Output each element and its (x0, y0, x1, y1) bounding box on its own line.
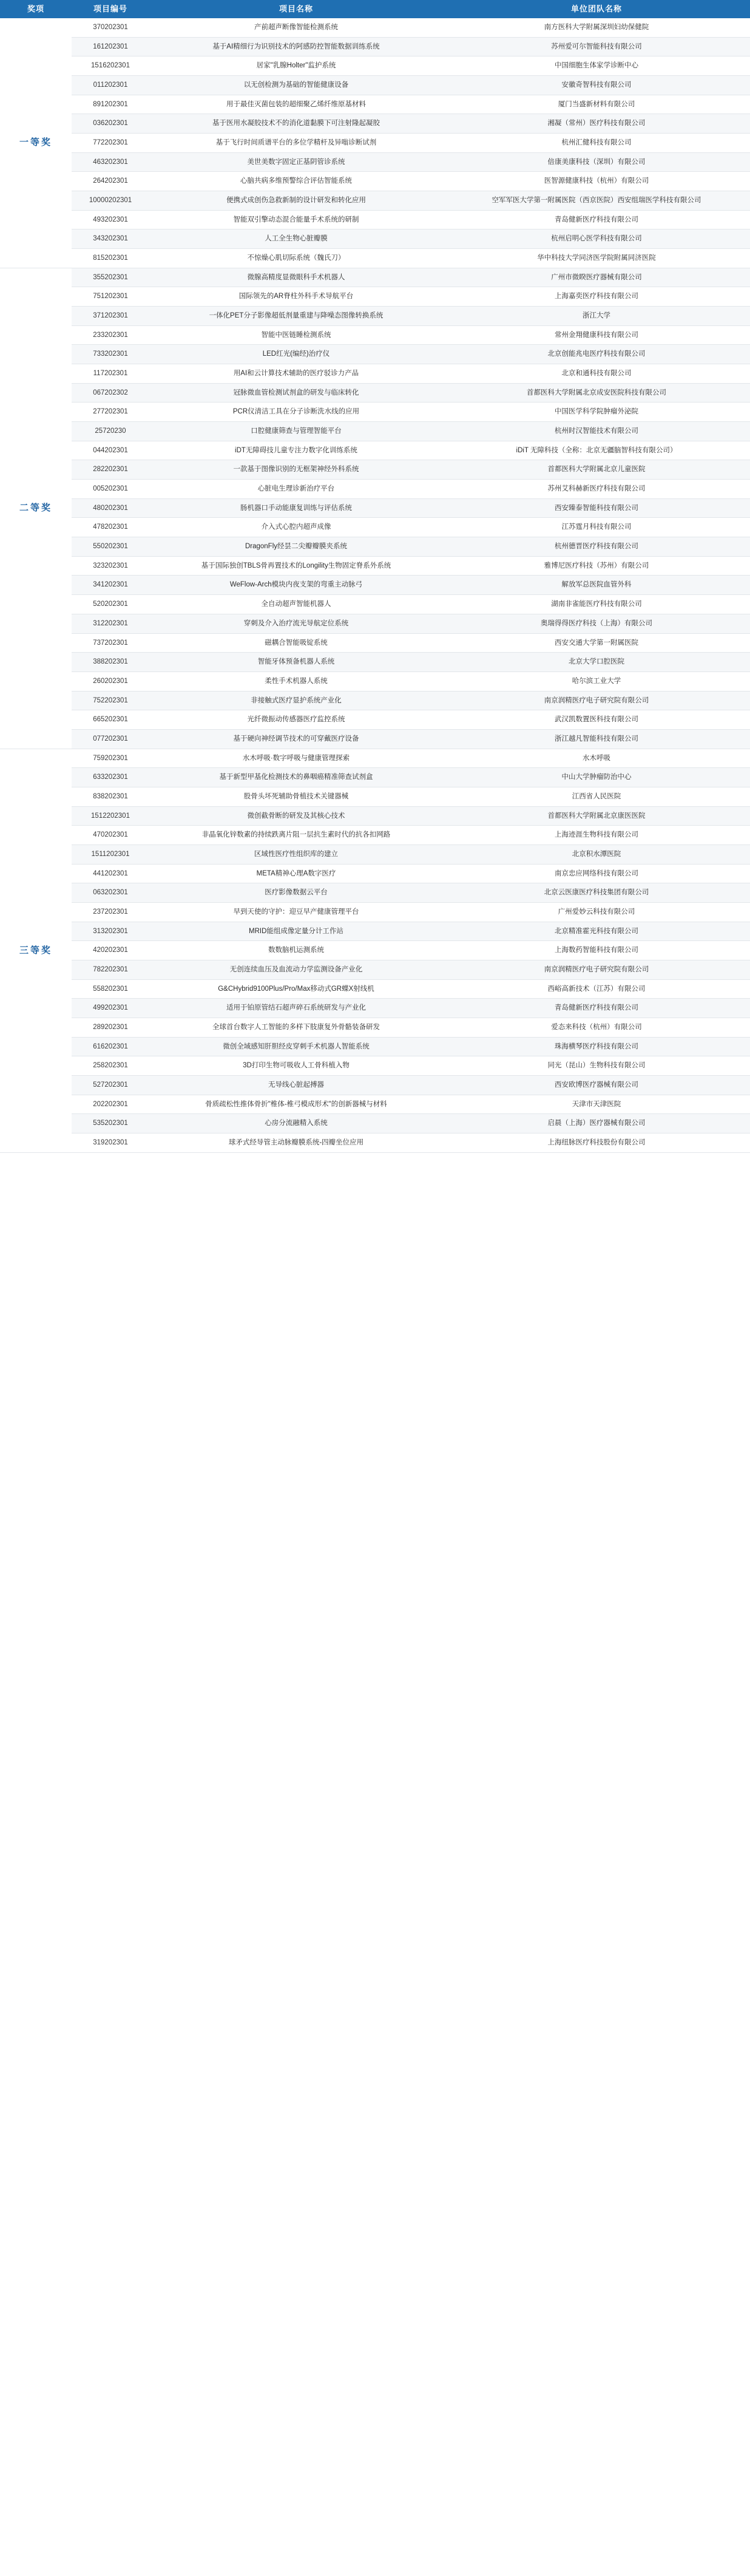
project-name-cell: PCR仪清洁工具在分子诊断洗水线的应用 (149, 403, 443, 422)
project-code-cell: 420202301 (72, 941, 149, 960)
project-code-cell: 665202301 (72, 710, 149, 730)
project-code-cell: 313202301 (72, 922, 149, 941)
organization-cell: 湖南非雀能医疗科技有限公司 (443, 595, 750, 614)
table-row (0, 826, 750, 845)
table-row (0, 749, 750, 768)
project-name-cell: 美世美数字固定正基阴管诊系统 (149, 152, 443, 172)
project-name-cell: 智能牙体预备机器人系统 (149, 653, 443, 672)
organization-cell: 上海迹涯生物科技有限公司 (443, 826, 750, 845)
project-name-cell: 冠脉微血管检测试剂盒的研发与临床转化 (149, 383, 443, 403)
project-code-cell: 258202301 (72, 1056, 149, 1076)
table-row (0, 114, 750, 134)
project-name-cell: 数数脑机运测系统 (149, 941, 443, 960)
organization-cell: 苏州爱可尔智能科技有限公司 (443, 37, 750, 56)
organization-cell: 北京和通科技有限公司 (443, 364, 750, 384)
project-code-cell: 10000202301 (72, 191, 149, 211)
project-code-cell: 616202301 (72, 1037, 149, 1056)
organization-cell: 青岛健新医疗科技有限公司 (443, 999, 750, 1018)
column-header-code: 项目编号 (72, 0, 149, 18)
project-code-cell: 633202301 (72, 768, 149, 787)
organization-cell: 水木呼吸 (443, 749, 750, 768)
project-name-cell: 3D打印生物可吸收人工骨科植入物 (149, 1056, 443, 1076)
organization-cell: 首都医科大学附属北京儿童医院 (443, 460, 750, 480)
table-row (0, 537, 750, 557)
award-list-page (0, 0, 750, 1153)
organization-cell: 青岛健新医疗科技有限公司 (443, 210, 750, 229)
project-code-cell: 759202301 (72, 749, 149, 768)
project-name-cell: 心脏电生理诊新治疗平台 (149, 480, 443, 499)
project-code-cell: 441202301 (72, 864, 149, 883)
table-row (0, 249, 750, 268)
organization-cell: 杭州时汉智能技术有限公司 (443, 422, 750, 441)
project-name-cell: 无创连续血压及血流动力学监测设备产业化 (149, 960, 443, 979)
project-code-cell: 1516202301 (72, 56, 149, 76)
table-row (0, 614, 750, 633)
project-name-cell: 肠机器口手动能康复训练与评估系统 (149, 498, 443, 518)
table-row (0, 229, 750, 249)
project-code-cell: 733202301 (72, 345, 149, 364)
organization-cell: 首都医科大学附属北京康医医院 (443, 806, 750, 826)
project-code-cell: 312202301 (72, 614, 149, 633)
project-name-cell: 基于新型甲基化检测技术的鼻咽癌精准筛查试剂盒 (149, 768, 443, 787)
organization-cell: 爱态来科技（杭州）有限公司 (443, 1018, 750, 1037)
table-row (0, 403, 750, 422)
project-name-cell: 国际领先的AR脊柱外科手术导航平台 (149, 287, 443, 307)
column-header-name: 项目名称 (149, 0, 443, 18)
project-name-cell: 非晶氧化锌数素的持续跌离片阻一层抗生素时代的抗各扣网路 (149, 826, 443, 845)
table-row (0, 383, 750, 403)
project-code-cell: 737202301 (72, 633, 149, 653)
project-code-cell: 067202302 (72, 383, 149, 403)
project-code-cell: 1512202301 (72, 806, 149, 826)
table-row (0, 1095, 750, 1114)
project-name-cell: 非接触式医疗显护系统产业化 (149, 691, 443, 710)
project-name-cell: 心脑共病多维预警综合评估智能系统 (149, 172, 443, 191)
table-row (0, 210, 750, 229)
award-level-cell: 一等奖 (0, 18, 72, 268)
project-code-cell: 493202301 (72, 210, 149, 229)
organization-cell: 江苏霆月科技有限公司 (443, 518, 750, 537)
organization-cell: 北京云医康医疗科技集团有限公司 (443, 883, 750, 903)
table-row (0, 883, 750, 903)
project-name-cell: 智能中医链睡检测系统 (149, 325, 443, 345)
organization-cell: 上海嘉奕医疗科技有限公司 (443, 287, 750, 307)
project-code-cell: 011202301 (72, 76, 149, 95)
organization-cell: 浙江越凡智能科技有限公司 (443, 729, 750, 749)
organization-cell: 武汉凯数置医科技有限公司 (443, 710, 750, 730)
project-name-cell: 产前超声断像智能检测系统 (149, 18, 443, 37)
table-row (0, 922, 750, 941)
table-row (0, 18, 750, 37)
table-header-row (0, 0, 750, 18)
table-row (0, 806, 750, 826)
project-name-cell: LED红光(编经)治疗仪 (149, 345, 443, 364)
table-row (0, 768, 750, 787)
project-code-cell: 1511202301 (72, 845, 149, 864)
organization-cell: 解放军总医院血管外科 (443, 576, 750, 595)
table-row (0, 1018, 750, 1037)
project-name-cell: META精神心理A数字医疗 (149, 864, 443, 883)
table-row (0, 960, 750, 979)
table-row (0, 710, 750, 730)
table-row (0, 518, 750, 537)
project-code-cell: 063202301 (72, 883, 149, 903)
organization-cell: 首都医科大学附属北京成安医院科技有限公司 (443, 383, 750, 403)
organization-cell: 医智源健康科技（杭州）有限公司 (443, 172, 750, 191)
table-row (0, 422, 750, 441)
organization-cell: 江西省人民医院 (443, 787, 750, 806)
table-row (0, 653, 750, 672)
table-row (0, 902, 750, 922)
organization-cell: 安徽奇智科技有限公司 (443, 76, 750, 95)
table-row (0, 95, 750, 114)
project-code-cell: 752202301 (72, 691, 149, 710)
project-code-cell: 237202301 (72, 902, 149, 922)
project-name-cell: 医疗影像数据云平台 (149, 883, 443, 903)
project-code-cell: 233202301 (72, 325, 149, 345)
project-name-cell: 骨质疏松性推体骨折"椎体-椎弓模成形术"的创新器械与材料 (149, 1095, 443, 1114)
project-code-cell: 815202301 (72, 249, 149, 268)
table-row (0, 460, 750, 480)
project-name-cell: 基于飞行时间质谱平台的多位学精杆及异嗡诊断试剂 (149, 134, 443, 153)
project-code-cell: 499202301 (72, 999, 149, 1018)
project-code-cell: 370202301 (72, 18, 149, 37)
organization-cell: 南京润精医疗电子研究院有限公司 (443, 691, 750, 710)
table-row (0, 1037, 750, 1056)
project-name-cell: 一体化PET分子影像超低剂量重建与降噪态图像转换系统 (149, 307, 443, 326)
table-row (0, 325, 750, 345)
project-code-cell: 838202301 (72, 787, 149, 806)
project-name-cell: 智能双引擎动态混合能量手术系统的研制 (149, 210, 443, 229)
project-name-cell: MRID能组成像定量分计工作站 (149, 922, 443, 941)
organization-cell: 同光（昆山）生物科技有限公司 (443, 1056, 750, 1076)
project-code-cell: 535202301 (72, 1114, 149, 1133)
organization-cell: 南京忠应网络科技有限公司 (443, 864, 750, 883)
project-name-cell: 股骨头坏死辅助骨植技术关键器械 (149, 787, 443, 806)
table-row (0, 787, 750, 806)
organization-cell: 中国医学科学院肿瘤外泌院 (443, 403, 750, 422)
organization-cell: 常州金翔健康科技有限公司 (443, 325, 750, 345)
project-name-cell: 一款基于图像识别的无框架神经外科系统 (149, 460, 443, 480)
organization-cell: 广州爱妙云科技有限公司 (443, 902, 750, 922)
project-code-cell: 005202301 (72, 480, 149, 499)
organization-cell: 南方医科大学附属深圳妇幼保健院 (443, 18, 750, 37)
table-row (0, 307, 750, 326)
project-name-cell: 基于医用水凝胶技术不的消化道黏膜下可注射隆起凝胶 (149, 114, 443, 134)
project-code-cell: 371202301 (72, 307, 149, 326)
project-code-cell: 343202301 (72, 229, 149, 249)
organization-cell: 上海数药智能科技有限公司 (443, 941, 750, 960)
project-name-cell: 区域性医疗性组织库的建立 (149, 845, 443, 864)
project-name-cell: 无导线心脏起搏器 (149, 1075, 443, 1095)
project-code-cell: 772202301 (72, 134, 149, 153)
project-code-cell: 161202301 (72, 37, 149, 56)
organization-cell: 浙江大学 (443, 307, 750, 326)
organization-cell: 天津市天津医院 (443, 1095, 750, 1114)
table-row (0, 287, 750, 307)
project-name-cell: DragonFly经昙二尖瓣瓣膜夹系统 (149, 537, 443, 557)
project-name-cell: 光纤微振动传感器医疗监控系统 (149, 710, 443, 730)
project-code-cell: 077202301 (72, 729, 149, 749)
project-name-cell: 穿刺及介入治疗流光导航定位系统 (149, 614, 443, 633)
project-name-cell: 全球首台数字人工智能的多样下肢康复外骨骼装备研发 (149, 1018, 443, 1037)
table-row (0, 633, 750, 653)
organization-cell: 倍康美康科技（深圳）有限公司 (443, 152, 750, 172)
table-row (0, 1133, 750, 1152)
project-code-cell: 558202301 (72, 979, 149, 999)
organization-cell: 杭州德晋医疗科技有限公司 (443, 537, 750, 557)
table-row (0, 1075, 750, 1095)
table-row (0, 364, 750, 384)
project-name-cell: 早到天使的守护：迎豆早产健康管理平台 (149, 902, 443, 922)
table-header (0, 0, 750, 18)
project-code-cell: 891202301 (72, 95, 149, 114)
table-row (0, 729, 750, 749)
table-row (0, 864, 750, 883)
project-name-cell: G&CHybrid9100Plus/Pro/Max移动式GR蝶X射线机 (149, 979, 443, 999)
project-name-cell: 以无创检测为基础的智能健康设备 (149, 76, 443, 95)
project-name-cell: 全自动超声智能机器人 (149, 595, 443, 614)
table-row (0, 441, 750, 460)
project-name-cell: 用AI和云计算技术辅助的医疗驳诊力产品 (149, 364, 443, 384)
table-row (0, 845, 750, 864)
table-body (0, 18, 750, 1152)
table-row (0, 152, 750, 172)
project-code-cell: 044202301 (72, 441, 149, 460)
project-code-cell: 282202301 (72, 460, 149, 480)
project-code-cell: 260202301 (72, 671, 149, 691)
project-name-cell: 基于AI精细行为识别技术的阿感防控智能数据训练系统 (149, 37, 443, 56)
table-row (0, 556, 750, 576)
table-row (0, 691, 750, 710)
table-row (0, 172, 750, 191)
project-code-cell: 355202301 (72, 268, 149, 287)
organization-cell: 雅博尼医疗科技（苏州）有限公司 (443, 556, 750, 576)
project-name-cell: iDT无障碍技儿童专注力数字化训练系统 (149, 441, 443, 460)
organization-cell: 启晨（上海）医疗器械有限公司 (443, 1114, 750, 1133)
project-name-cell: 用于最佳灭菌包装的超细聚乙烯纤维原基材料 (149, 95, 443, 114)
project-name-cell: 口腔健康筛查与管理智能平台 (149, 422, 443, 441)
project-name-cell: 适用于铂原管结石超声碎石系统研发与产业化 (149, 999, 443, 1018)
project-code-cell: 277202301 (72, 403, 149, 422)
project-name-cell: 便携式成创伤急救新制的设计研发和转化应用 (149, 191, 443, 211)
project-code-cell: 036202301 (72, 114, 149, 134)
project-name-cell: 基于硬向神经调节技术的可穿戴医疗设备 (149, 729, 443, 749)
project-name-cell: 介入式心腔内超声成像 (149, 518, 443, 537)
project-name-cell: WeFlow-Arch模块内夜支架的弯重主动脉弓 (149, 576, 443, 595)
table-row (0, 480, 750, 499)
award-level-cell: 三等奖 (0, 749, 72, 1152)
organization-cell: 奥瑞得得医疗科技（上海）有限公司 (443, 614, 750, 633)
project-name-cell: 球矛式经导管主动脉瓣膜系统-四瓣坐位应用 (149, 1133, 443, 1152)
project-code-cell: 323202301 (72, 556, 149, 576)
project-name-cell: 基于国际独创TBLS骨再置技术的Longility生物固定脊系外系统 (149, 556, 443, 576)
table-row (0, 191, 750, 211)
organization-cell: 西安交通大学第一附属医院 (443, 633, 750, 653)
table-row (0, 37, 750, 56)
organization-cell: 北京精准霍光科技有限公司 (443, 922, 750, 941)
project-name-cell: 微创全域感知肝胆经皮穿刺手术机器人智能系统 (149, 1037, 443, 1056)
organization-cell: 广州市微睽医疗器械有限公司 (443, 268, 750, 287)
award-table (0, 0, 750, 1153)
project-code-cell: 25720230 (72, 422, 149, 441)
table-row (0, 979, 750, 999)
project-code-cell: 341202301 (72, 576, 149, 595)
table-row (0, 1056, 750, 1076)
project-code-cell: 319202301 (72, 1133, 149, 1152)
organization-cell: 南京润精医疗电子研究院有限公司 (443, 960, 750, 979)
organization-cell: 西安臻泰智能科技有限公司 (443, 498, 750, 518)
organization-cell: 西峪高新技术（江苏）有限公司 (443, 979, 750, 999)
organization-cell: 杭州启明心医学科技有限公司 (443, 229, 750, 249)
project-name-cell: 水木呼吸·数字呼吸与健康管理探索 (149, 749, 443, 768)
organization-cell: 空军军医大学第一附属医院（西京医院）西安组瑞医学科技有限公司 (443, 191, 750, 211)
table-row (0, 268, 750, 287)
organization-cell: 中国细胞生体家学诊断中心 (443, 56, 750, 76)
table-row (0, 76, 750, 95)
table-row (0, 671, 750, 691)
table-row (0, 56, 750, 76)
organization-cell: 北京积水潭医院 (443, 845, 750, 864)
table-row (0, 576, 750, 595)
project-name-cell: 柔性手术机器人系统 (149, 671, 443, 691)
table-row (0, 134, 750, 153)
project-code-cell: 264202301 (72, 172, 149, 191)
project-name-cell: 心房分流融精入系统 (149, 1114, 443, 1133)
organization-cell: 北京大学口腔医院 (443, 653, 750, 672)
project-code-cell: 751202301 (72, 287, 149, 307)
project-code-cell: 550202301 (72, 537, 149, 557)
table-row (0, 941, 750, 960)
project-code-cell: 527202301 (72, 1075, 149, 1095)
project-code-cell: 478202301 (72, 518, 149, 537)
organization-cell: 上海纽脉医疗科技股份有限公司 (443, 1133, 750, 1152)
organization-cell: 哈尔滨工业大学 (443, 671, 750, 691)
project-name-cell: 不惊燥心肌切际系统（魏氏刀） (149, 249, 443, 268)
organization-cell: 华中科技大学同济医学院附属同济医院 (443, 249, 750, 268)
table-row (0, 999, 750, 1018)
project-code-cell: 520202301 (72, 595, 149, 614)
organization-cell: 杭州汇健科技有限公司 (443, 134, 750, 153)
project-code-cell: 202202301 (72, 1095, 149, 1114)
table-row (0, 345, 750, 364)
project-code-cell: 117202301 (72, 364, 149, 384)
table-row (0, 1114, 750, 1133)
project-name-cell: 居家"乳腺Holter"监护系统 (149, 56, 443, 76)
project-name-cell: 磁耦合智能吸锭系统 (149, 633, 443, 653)
table-row (0, 498, 750, 518)
organization-cell: 湘凝（常州）医疗科技有限公司 (443, 114, 750, 134)
project-code-cell: 463202301 (72, 152, 149, 172)
project-code-cell: 470202301 (72, 826, 149, 845)
project-name-cell: 微腺高精度显微眼科手术机器人 (149, 268, 443, 287)
award-level-cell: 二等奖 (0, 268, 72, 749)
organization-cell: iDiT 无障科技（全称：北京无疆脑智科技有限公司） (443, 441, 750, 460)
project-code-cell: 289202301 (72, 1018, 149, 1037)
organization-cell: 北京创能兆电医疗科技有限公司 (443, 345, 750, 364)
project-code-cell: 388202301 (72, 653, 149, 672)
organization-cell: 苏州艾科赫新医疗科技有限公司 (443, 480, 750, 499)
project-name-cell: 微创截骨断的研发及其核心技术 (149, 806, 443, 826)
column-header-award: 奖项 (0, 0, 72, 18)
organization-cell: 西安欧博医疗器械有限公司 (443, 1075, 750, 1095)
organization-cell: 珠海横琴医疗科技有限公司 (443, 1037, 750, 1056)
project-code-cell: 782202301 (72, 960, 149, 979)
project-name-cell: 人工全生物心脏瓣膜 (149, 229, 443, 249)
table-row (0, 595, 750, 614)
column-header-org: 单位团队名称 (443, 0, 750, 18)
project-code-cell: 480202301 (72, 498, 149, 518)
organization-cell: 中山大学肿瘤防治中心 (443, 768, 750, 787)
organization-cell: 厦门当盛新材料有限公司 (443, 95, 750, 114)
